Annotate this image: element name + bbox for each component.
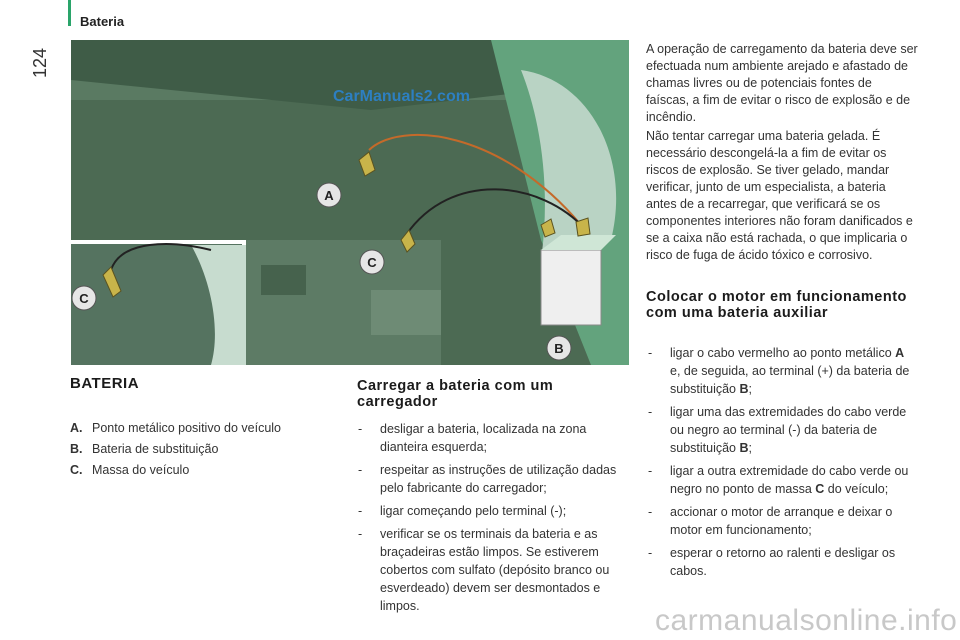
callout-b: B	[554, 341, 564, 356]
list-item: - desligar a bateria, localizada na zona dianteira esquerda;	[356, 420, 632, 456]
colocar-list	[646, 344, 918, 585]
section-title: Bateria	[80, 14, 125, 29]
legend-key: A.	[70, 421, 83, 435]
legend-text: Ponto metálico positivo do veículo	[92, 421, 281, 435]
legend-item	[70, 463, 281, 484]
list-item: - ligar uma das extremidades do cabo verde ou negro ao terminal (-) da bateria de substituição B;	[646, 403, 918, 457]
carregar-list	[356, 420, 632, 620]
ventilation-paragraph: A operação de carregamento da bateria deve ser efectuada num ambiente arejado e afastado de chamas livres ou de potenciais fontes de faíscas, a fim de evitar o risco de explosão e de incêndio.	[646, 42, 918, 124]
page-number: 124	[30, 47, 50, 78]
legend-key: C.	[70, 463, 83, 477]
footer-watermark[interactable]: carmanualsonline.info	[655, 604, 958, 637]
list-item-text: esperar o retorno ao ralenti e desligar os cabos.	[670, 546, 896, 578]
bateria-heading: BATERIA	[70, 375, 140, 392]
legend-text: Bateria de substituição	[92, 442, 219, 456]
list-item-text: desligar a bateria, localizada na zona dianteira esquerda;	[380, 422, 587, 454]
list-item: - respeitar as instruções de utilização dadas pelo fabricante do carregador;	[356, 461, 632, 497]
legend-text: Massa do veículo	[92, 463, 190, 477]
frozen-battery-paragraph: Não tentar carregar uma bateria gelada. É necessário descongelá-la a fim de evitar os riscos de explosão. Se tiver gelado, mandar verificar, junto de um especialista, a bateria antes de a recarregar, que verificará se os componentes interiores não foram danificados e se a caixa não está rachada, o que implicaria o risco de fuga de ácido tóxico e corrosivo.	[646, 129, 913, 262]
callout-c-inset: C	[79, 291, 89, 306]
callout-c-main: C	[367, 255, 377, 270]
list-item: - accionar o motor de arranque e deixar o motor em funcionamento;	[646, 503, 918, 539]
list-item: - ligar a outra extremidade do cabo verde ou negro no ponto de massa C do veículo;	[646, 462, 918, 498]
battery-illustration	[71, 40, 629, 365]
callout-a: A	[324, 188, 334, 203]
list-item-text: verificar se os terminais da bateria e as braçadeiras estão limpos. Se estiverem cobertos com sulfato (depósito branco ou esverdeado) devem ser desmontados e limpos.	[380, 527, 610, 613]
site-watermark: CarManuals2.com	[333, 88, 470, 105]
carregar-heading: Carregar a bateria com um carregador	[357, 378, 554, 410]
list-item-text: ligar a outra extremidade do cabo verde ou negro no ponto de massa C do veículo;	[670, 464, 909, 496]
list-item: - ligar começando pelo terminal (-);	[356, 502, 632, 520]
list-item-text: accionar o motor de arranque e deixar o motor em funcionamento;	[670, 505, 893, 537]
list-item-text: ligar o cabo vermelho ao ponto metálico A e, de seguida, ao terminal (+) da bateria de substituição B;	[670, 346, 910, 396]
legend-key: B.	[70, 442, 83, 456]
legend-list	[70, 421, 281, 484]
list-item-text: ligar uma das extremidades do cabo verde ou negro ao terminal (-) da bateria de substituição B;	[670, 405, 907, 455]
legend-item	[70, 421, 281, 442]
list-item: - ligar o cabo vermelho ao ponto metálico A e, de seguida, ao terminal (+) da bateria de substituição B;	[646, 344, 918, 398]
header-accent-bar	[68, 0, 71, 26]
list-item: - esperar o retorno ao ralenti e desligar os cabos.	[646, 544, 918, 580]
legend-item	[70, 442, 281, 463]
colocar-heading: Colocar o motor em funcionamento com uma bateria auxiliar	[646, 289, 907, 321]
list-item-text: respeitar as instruções de utilização dadas pelo fabricante do carregador;	[380, 463, 617, 495]
list-item-text: ligar começando pelo terminal (-);	[380, 504, 567, 518]
list-item: - verificar se os terminais da bateria e as braçadeiras estão limpos. Se estiverem cobertos com sulfato (depósito branco ou esverdeado) devem ser desmontados e limpos.	[356, 525, 632, 615]
